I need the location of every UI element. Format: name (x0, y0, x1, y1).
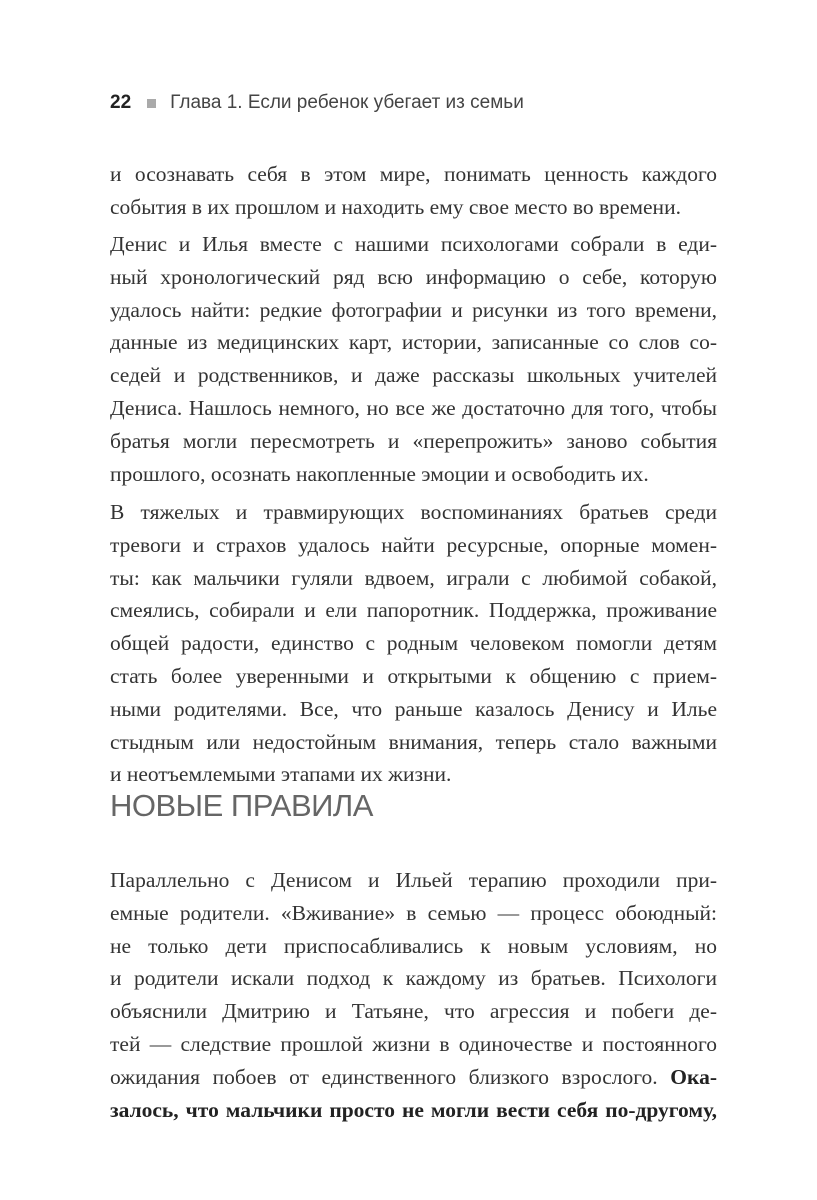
text-line: объяснили Дмитрию и Татьяне, что агрессия и побеги де- (110, 999, 717, 1024)
page-number: 22 (110, 92, 132, 113)
bold-text: залось, что мальчики просто не могли вести себя по-другому, (110, 1097, 717, 1122)
text-line: тей — следствие прошлой жизни в одиночестве и постоянного (110, 1031, 717, 1056)
text-line-mixed (110, 1061, 717, 1094)
text-line: события в их прошлом и находить ему свое место во времени. (110, 194, 681, 219)
bold-text: Ока- (670, 1064, 717, 1089)
text-line: В тяжелых и травмирующих воспоминаниях братьев среди (110, 500, 717, 524)
regular-text: ожидания побоев от единственного близкого взрослого. (110, 1064, 671, 1089)
paragraph-3 (110, 496, 717, 791)
text-line: стать более уверенными и открытыми к общению с прием- (110, 663, 717, 688)
chapter-title: Глава 1. Если ребенок убегает из семьи (170, 92, 524, 113)
text-line: данные из медицинских карт, истории, записанные со слов со- (110, 330, 717, 355)
text-line: стыдным или недостойным внимания, теперь стало важными (110, 729, 717, 754)
section-heading: НОВЫЕ ПРАВИЛА (110, 788, 373, 823)
text-line-bold (110, 1094, 717, 1127)
text-line: ный хронологический ряд всю информацию о себе, которую (110, 264, 717, 289)
text-line: удалось найти: редкие фотографии и рисунки из того времени, (110, 297, 717, 322)
text-line: и неотъемлемыми этапами их жизни. (110, 762, 452, 787)
text-line: Параллельно с Денисом и Ильей терапию проходили при- (110, 868, 717, 892)
text-line: не только дети приспосабливались к новым условиям, но (110, 933, 717, 958)
square-bullet-icon (147, 99, 156, 108)
text-line: седей и родственников, и даже рассказы школьных учителей (110, 363, 717, 388)
text-line: и родители искали подход к каждому из братьев. Психологи (110, 966, 717, 991)
text-line: ты: как мальчики гуляли вдвоем, играли с любимой собакой, (110, 565, 717, 590)
text-line: братья могли пересмотреть и «перепрожить» заново события (110, 428, 717, 453)
running-header (110, 92, 524, 114)
text-line: Денис и Илья вместе с нашими психологами собрали в еди- (110, 232, 717, 256)
text-line: прошлого, осознать накопленные эмоции и освободить их. (110, 461, 649, 486)
text-line: Дениса. Нашлось немного, но все же достаточно для того, чтобы (110, 395, 717, 420)
text-line: тревоги и страхов удалось найти ресурсные, опорные момен- (110, 532, 717, 557)
text-line: емные родители. «Вживание» в семью — процесс обоюдный: (110, 900, 717, 925)
text-line: ными родителями. Все, что раньше казалось Денису и Илье (110, 696, 717, 721)
text-line: и осознавать себя в этом мире, понимать ценность каждого (110, 162, 717, 186)
text-line: общей радости, единство с родным человеком помогли детям (110, 631, 717, 656)
text-line: смеялись, собирали и ели папоротник. Поддержка, проживание (110, 598, 717, 623)
paragraph-1 (110, 158, 717, 224)
paragraph-4 (110, 864, 717, 1126)
paragraph-2 (110, 228, 717, 490)
